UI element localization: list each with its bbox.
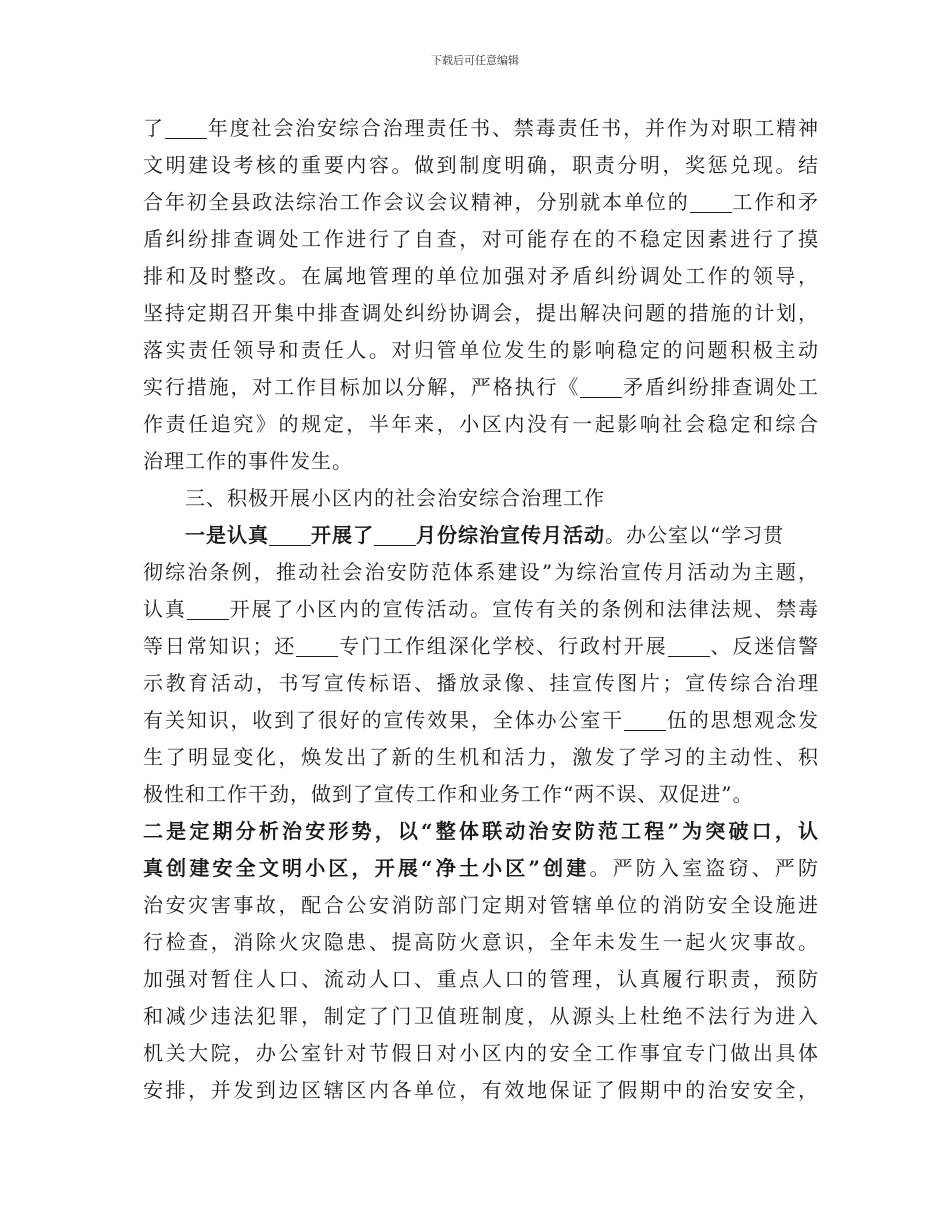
fill-blank [580,373,622,398]
text-line: 一是认真 开展了 月份综治宣传月活动。办公室以“学习贯 [185,523,785,547]
text-line: 盾纠纷排查调处工作进行了自查，对可能存在的不稳定因素进行了摸 [143,227,819,251]
fill-blank [668,632,710,657]
text-line: 加强对暂住人口、流动人口、重点人口的管理，认真履行职责，预防 [143,967,819,991]
text-line: 排和及时整改。在属地管理的单位加强对矛盾纠纷调处工作的领导， [143,264,819,288]
page-header-note: 下载后可任意编辑 [431,54,519,67]
text-line: 认真 开展了小区内的宣传活动。宣传有关的条例和法律法规、禁毒 [143,597,819,621]
text-line: 真创建安全文明小区，开展“净土小区”创建。严防入室盗窃、严防 [143,856,819,880]
bold-lead: 一是认真 开展了 月份综治宣传月活动 [185,523,605,547]
text-line: 行检查，消除火灾隐患、提高防火意识，全年未发生一起火灾事故。 [143,930,819,954]
text-line: 示教育活动，书写宣传标语、播放录像、挂宣传图片；宣传综合治理 [143,671,819,695]
text-line: 治理工作的事件发生。 [143,449,353,473]
fill-blank [296,632,338,657]
text-line: 文明建设考核的重要内容。做到制度明确，职责分明，奖惩兑现。结 [143,153,819,177]
document-body [143,110,819,1109]
text-line: 机关大院，办公室针对节假日对小区内的安全工作事宜专门做出具体 [143,1041,819,1065]
text-line: 了 年度社会治安综合治理责任书、禁毒责任书，并作为对职工精神 [143,116,819,140]
text-line: 有关知识，收到了很好的宣传效果，全体办公室干 伍的思想观念发 [143,708,819,732]
text-line: 治安灾害事故，配合公安消防部门定期对管辖单位的消防安全设施进 [143,893,819,917]
fill-blank [269,521,311,546]
fill-blank [165,114,207,139]
text-line: 合年初全县政法综治工作会议会议精神，分别就本单位的 工作和矛 [143,190,819,214]
text-line: 作责任追究》的规定，半年来，小区内没有一起影响社会稳定和综合 [143,412,819,436]
fill-blank [187,595,229,620]
fill-blank [690,188,732,213]
text-line: 实行措施，对工作目标加以分解，严格执行《 矛盾纠纷排查调处工 [143,375,819,399]
text-line: 安排，并发到边区辖区内各单位，有效地保证了假期中的治安安全， [143,1078,819,1102]
fill-blank [374,521,416,546]
text-line: 生了明显变化，焕发出了新的生机和活力，激发了学习的主动性、积 [143,745,819,769]
text-line: 等日常知识；还 专门工作组深化学校、行政村开展 、反迷信警 [143,634,819,658]
text-line: 极性和工作干劲，做到了宣传工作和业务工作“两不误、双促进”。 [143,782,754,806]
fill-blank [624,706,666,731]
text-line: 和减少违法犯罪，制定了门卫值班制度，从源头上杜绝不法行为进入 [143,1004,819,1028]
section-heading: 三、积极开展小区内的社会治安综合治理工作 [185,486,605,510]
text-line: 坚持定期召开集中排查调处纠纷协调会，提出解决问题的措施的计划， [143,301,819,325]
text-line: 彻综治条例，推动社会治安防范体系建设”为综治宣传月活动为主题， [143,560,819,584]
bold-text-line: 二是定期分析治安形势，以“整体联动治安防范工程”为突破口，认 [143,819,819,843]
bold-lead: 真创建安全文明小区，开展“净土小区”创建 [143,856,590,880]
text-line: 落实责任领导和责任人。对归管单位发生的影响稳定的问题积极主动 [143,338,819,362]
